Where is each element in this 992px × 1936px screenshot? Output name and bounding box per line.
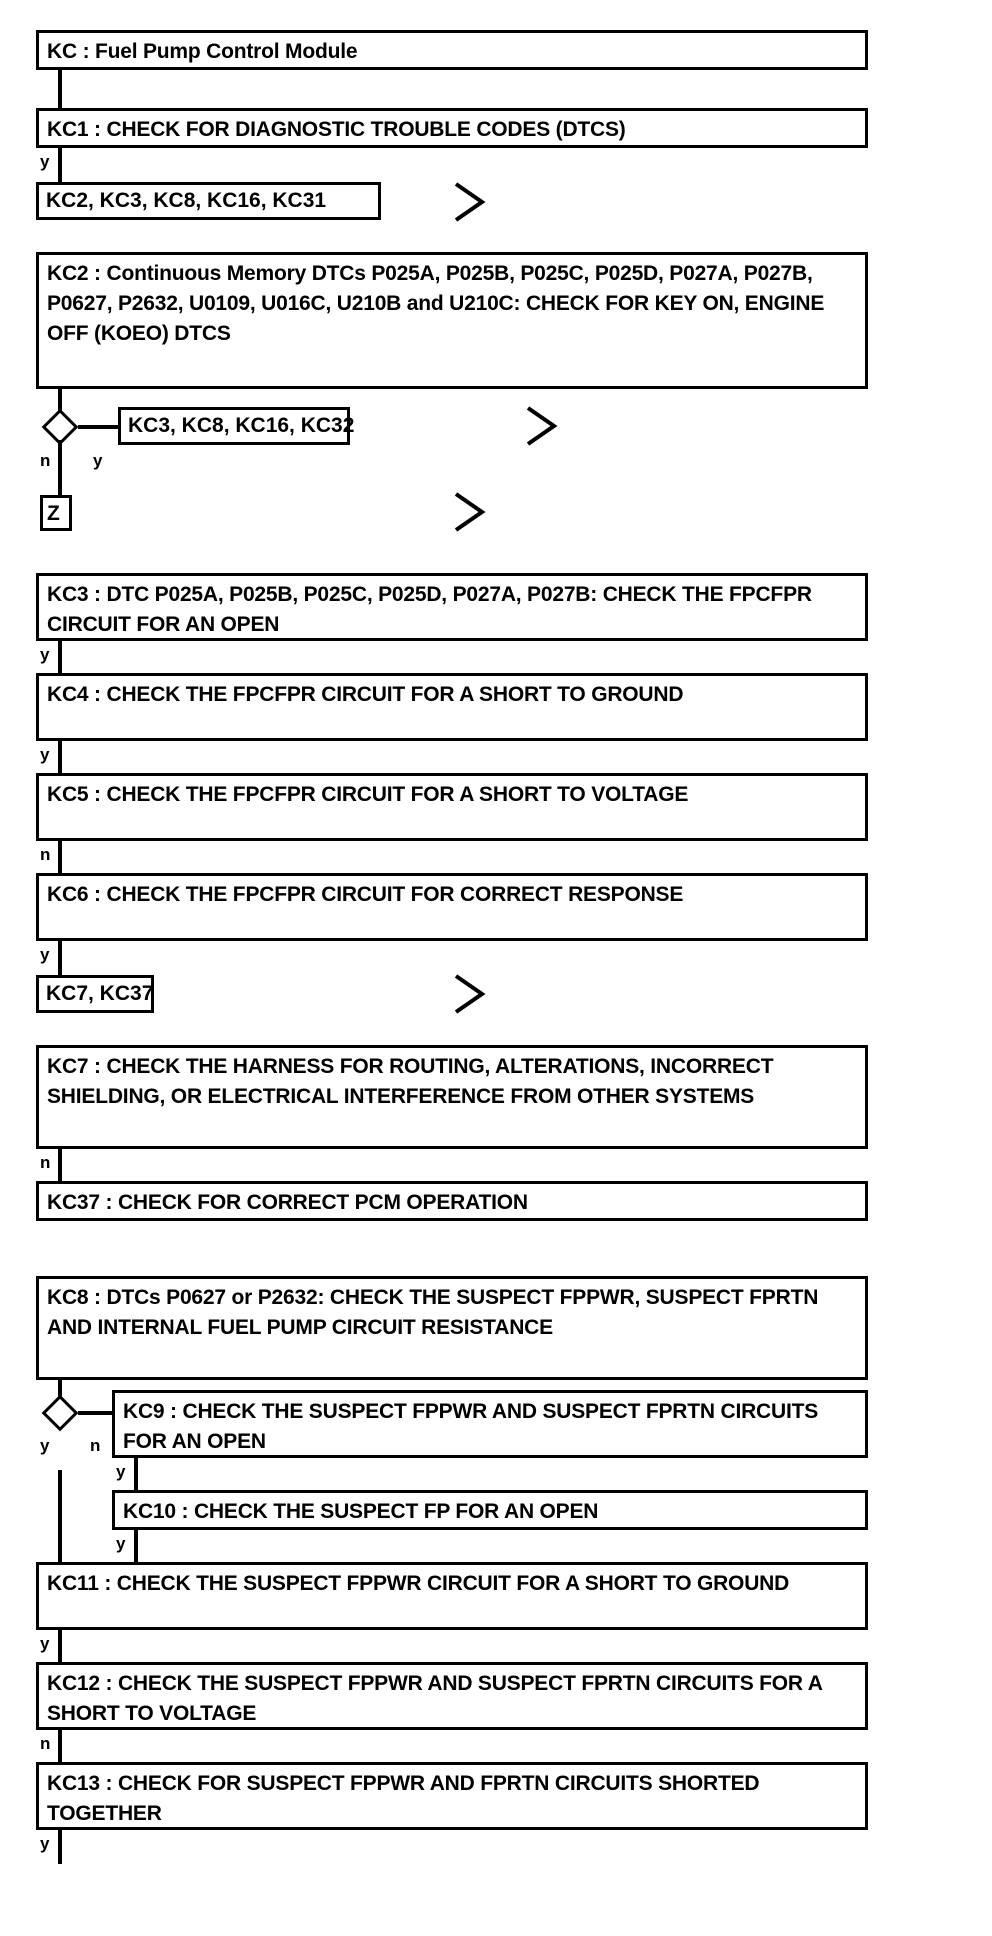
node-kc5-label: KC5 : CHECK THE FPCFPR CIRCUIT FOR A SHORT TO VOLTAGE: [47, 783, 689, 806]
connector-kc12-kc13: [58, 1730, 62, 1762]
branch-label-n-kc7: n: [40, 1153, 51, 1172]
connector-kc9-kc10: [134, 1458, 138, 1490]
node-ref1-label: KC2, KC3, KC8, KC16, KC31: [46, 189, 327, 212]
node-ref3-label: KC7, KC37: [46, 982, 154, 1005]
node-kc2: [36, 252, 868, 389]
node-kc1-label: KC1 : CHECK FOR DIAGNOSTIC TROUBLE CODES (DTCS): [47, 118, 626, 141]
branch-label-n-kc8: n: [90, 1436, 101, 1455]
connector-decision-ref2: [78, 425, 118, 429]
node-kc13-label: KC13 : CHECK FOR SUSPECT FPPWR AND FPRTN CIRCUITS SHORTED TOGETHER: [47, 1772, 760, 1825]
connector-kc10-kc11: [134, 1530, 138, 1562]
connector-kc13-next: [58, 1830, 62, 1864]
branch-label-y-kc11: y: [40, 1634, 50, 1653]
connector-kc7-kc37: [58, 1149, 62, 1181]
node-kc13: [36, 1762, 868, 1830]
branch-label-y-kc3: y: [40, 645, 50, 664]
node-ref-kc3-kc8-kc16-kc32: [118, 407, 355, 445]
node-ref-kc2-kc3-kc8-kc16-kc31: [36, 182, 381, 220]
branch-label-n-kc5: n: [40, 845, 51, 864]
decision-kc8: [42, 1395, 79, 1432]
branch-label-y-kc9: y: [116, 1462, 126, 1481]
node-ref2-label: KC3, KC8, KC16, KC32: [128, 414, 355, 437]
arrow-ref3: [450, 972, 490, 1016]
arrow-ref2: [522, 404, 562, 448]
node-kc3-label: KC3 : DTC P025A, P025B, P025C, P025D, P027A, P027B: CHECK THE FPCFPR CIRCUIT FOR AN OPEN: [47, 583, 812, 636]
node-kc8: [36, 1276, 868, 1380]
connector-kc1-ref1: [58, 148, 62, 182]
node-refz-label: Z: [47, 502, 60, 525]
connector-kc3-kc4: [58, 641, 62, 673]
node-kc3: [36, 573, 868, 641]
node-title-label: KC : Fuel Pump Control Module: [47, 40, 358, 63]
node-kc8-label: KC8 : DTCs P0627 or P2632: CHECK THE SUSPECT FPPWR, SUSPECT FPRTN AND INTERNAL FUEL PUMP CIRCUIT RESISTANCE: [47, 1286, 819, 1339]
node-kc7: [36, 1045, 868, 1149]
node-kc11-label: KC11 : CHECK THE SUSPECT FPPWR CIRCUIT FOR A SHORT TO GROUND: [47, 1572, 790, 1595]
connector-kc11-kc12: [58, 1630, 62, 1662]
branch-label-y-kc13: y: [40, 1834, 50, 1853]
node-ref-z: [40, 495, 72, 531]
branch-label-n-kc2: n: [40, 451, 51, 470]
node-kc12-label: KC12 : CHECK THE SUSPECT FPPWR AND SUSPECT FPRTN CIRCUITS FOR A SHORT TO VOLTAGE: [47, 1672, 822, 1725]
connector-title-kc1: [58, 70, 62, 108]
node-kc6-label: KC6 : CHECK THE FPCFPR CIRCUIT FOR CORRECT RESPONSE: [47, 883, 684, 906]
connector-kc4-kc5: [58, 741, 62, 773]
node-kc9-label: KC9 : CHECK THE SUSPECT FPPWR AND SUSPECT FPRTN CIRCUITS FOR AN OPEN: [123, 1400, 819, 1453]
branch-label-y-kc4: y: [40, 745, 50, 764]
node-kc10-label: KC10 : CHECK THE SUSPECT FP FOR AN OPEN: [123, 1500, 599, 1523]
node-kc5: [36, 773, 868, 841]
arrow-ref1: [450, 180, 490, 224]
branch-label-n-kc12: n: [40, 1734, 51, 1753]
connector-kc6-ref3: [58, 941, 62, 975]
node-kc7-label: KC7 : CHECK THE HARNESS FOR ROUTING, ALTERATIONS, INCORRECT SHIELDING, OR ELECTRICAL INTERFERENCE FROM OTHER SYSTEMS: [47, 1055, 774, 1108]
node-kc2-label: KC2 : Continuous Memory DTCs P025A, P025B, P025C, P025D, P027A, P027B, P0627, P2632, U0109, U016C, U210B and U210C: CHECK FOR KEY ON, ENGINE OFF (KOEO) DTCS: [47, 262, 825, 345]
node-ref-kc7-kc37: [36, 975, 154, 1013]
node-kc4-label: KC4 : CHECK THE FPCFPR CIRCUIT FOR A SHORT TO GROUND: [47, 683, 684, 706]
branch-label-y-kc2: y: [93, 451, 103, 470]
branch-label-y-kc6: y: [40, 945, 50, 964]
connector-decision-kc11-rail: [58, 1470, 62, 1562]
node-kc12: [36, 1662, 868, 1730]
branch-label-y-kc10: y: [116, 1534, 126, 1553]
arrow-refz: [450, 490, 490, 534]
branch-label-y-kc1: y: [40, 152, 50, 171]
node-kc37: [36, 1181, 868, 1221]
connector-kc5-kc6: [58, 841, 62, 873]
node-kc10: [112, 1490, 868, 1530]
node-kc11: [36, 1562, 868, 1630]
branch-label-y-kc8: y: [40, 1436, 50, 1455]
node-kc37-label: KC37 : CHECK FOR CORRECT PCM OPERATION: [47, 1191, 528, 1214]
node-kc6: [36, 873, 868, 941]
node-kc9: [112, 1390, 868, 1458]
connector-decision-kc9: [78, 1411, 114, 1415]
connector-decision-z: [58, 440, 62, 495]
node-kc1: [36, 108, 868, 148]
node-kc4: [36, 673, 868, 741]
node-title: [36, 30, 868, 70]
